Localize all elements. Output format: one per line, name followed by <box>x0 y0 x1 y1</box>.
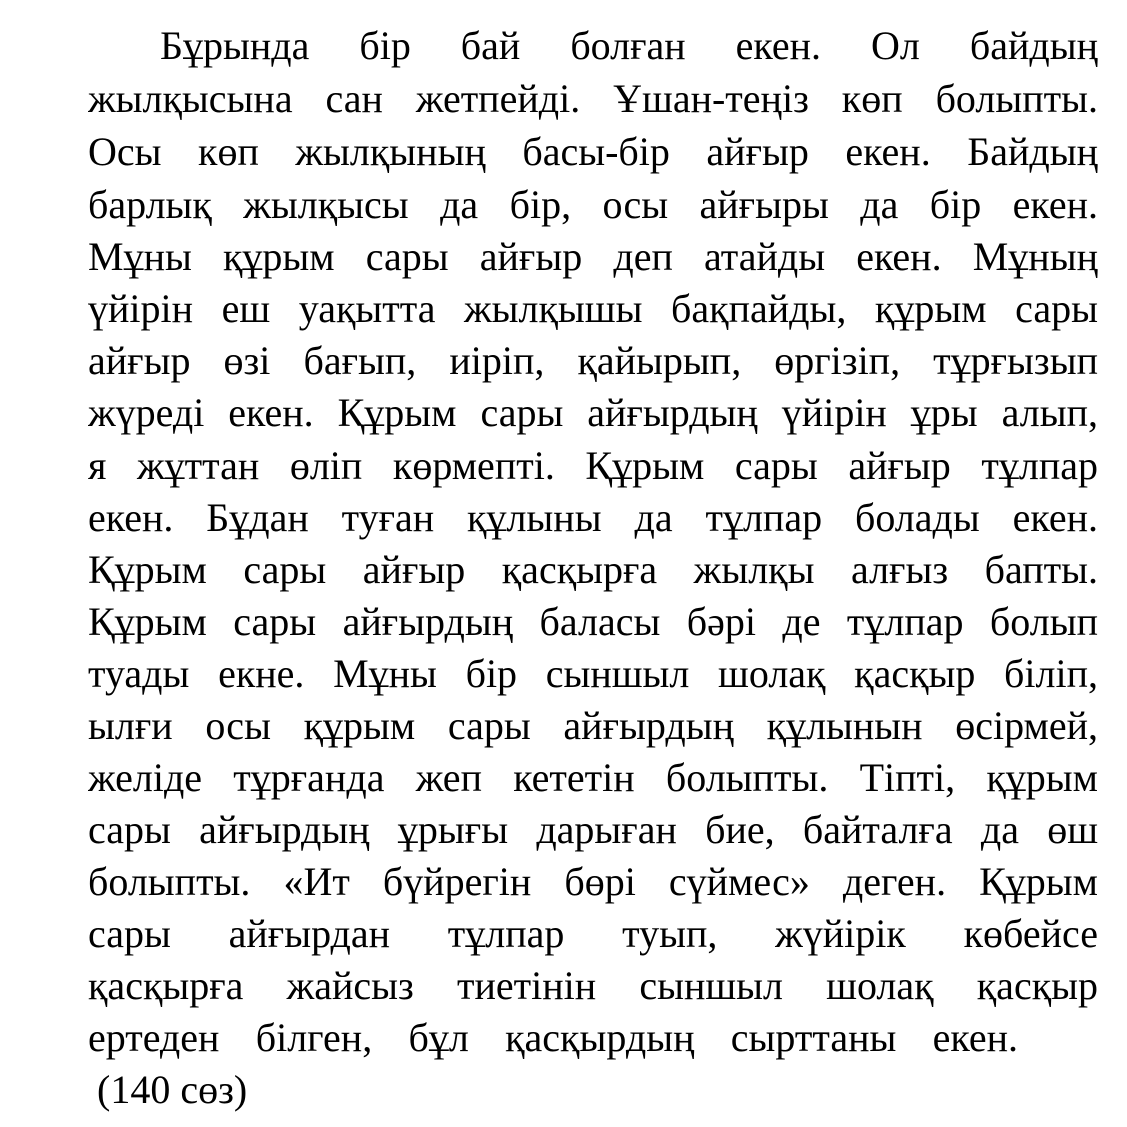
paragraph-line: айғыр өзі бағып, иіріп, қайырып, өргізіп, тұрғызып <box>88 338 1098 383</box>
paragraph-line: жылқысына сан жетпейді. Ұшан-теңіз көп болыпты. <box>88 76 1098 121</box>
paragraph-line: жүреді екен. Құрым сары айғырдың үйірін ұры алып, <box>88 390 1098 435</box>
paragraph-line: я жұттан өліп көрмепті. Құрым сары айғыр тұлпар <box>88 443 1098 488</box>
paragraph-line: Мұны құрым сары айғыр деп атайды екен. Мұның <box>88 234 1098 279</box>
paragraph-line: Құрым сары айғырдың баласы бәрі де тұлпар болып <box>88 599 1098 644</box>
paragraph-line: туады екне. Мұны бір сыншыл шолақ қасқыр біліп, <box>88 651 1098 696</box>
paragraph-line: болыпты. «Ит бүйрегін бөрі сүймес» деген. Құрым <box>88 859 1098 904</box>
paragraph-line: Осы көп жылқының басы-бір айғыр екен. Байдың <box>88 129 1098 174</box>
paragraph-line: Құрым сары айғыр қасқырға жылқы алғыз бапты. <box>88 547 1098 592</box>
paragraph-line: Бұрында бір бай болған екен. Ол байдың <box>160 23 1098 68</box>
paragraph-line: барлық жылқысы да бір, осы айғыры да бір екен. <box>88 182 1098 227</box>
paragraph-line: ылғи осы құрым сары айғырдың құлынын өсірмей, <box>88 703 1098 748</box>
paragraph-line: екен. Бұдан туған құлыны да тұлпар болады екен. <box>88 495 1098 540</box>
paragraph-line: сары айғырдың ұрығы дарыған бие, байталға да өш <box>88 807 1098 852</box>
word-count: (140 сөз) <box>97 1067 248 1112</box>
paragraph-line: желіде тұрғанда жеп кететін болыпты. Тіпті, құрым <box>88 755 1098 800</box>
paragraph-line: қасқырға жайсыз тиетінін сыншыл шолақ қасқыр <box>88 963 1098 1008</box>
paragraph-line: үйірін еш уақытта жылқышы бақпайды, құрым сары <box>88 286 1098 331</box>
paragraph-line: сары айғырдан тұлпар туып, жүйірік көбейсе <box>88 911 1098 956</box>
paragraph-line: ертеден білген, бұл қасқырдың сырттаны екен. <box>88 1015 1018 1060</box>
